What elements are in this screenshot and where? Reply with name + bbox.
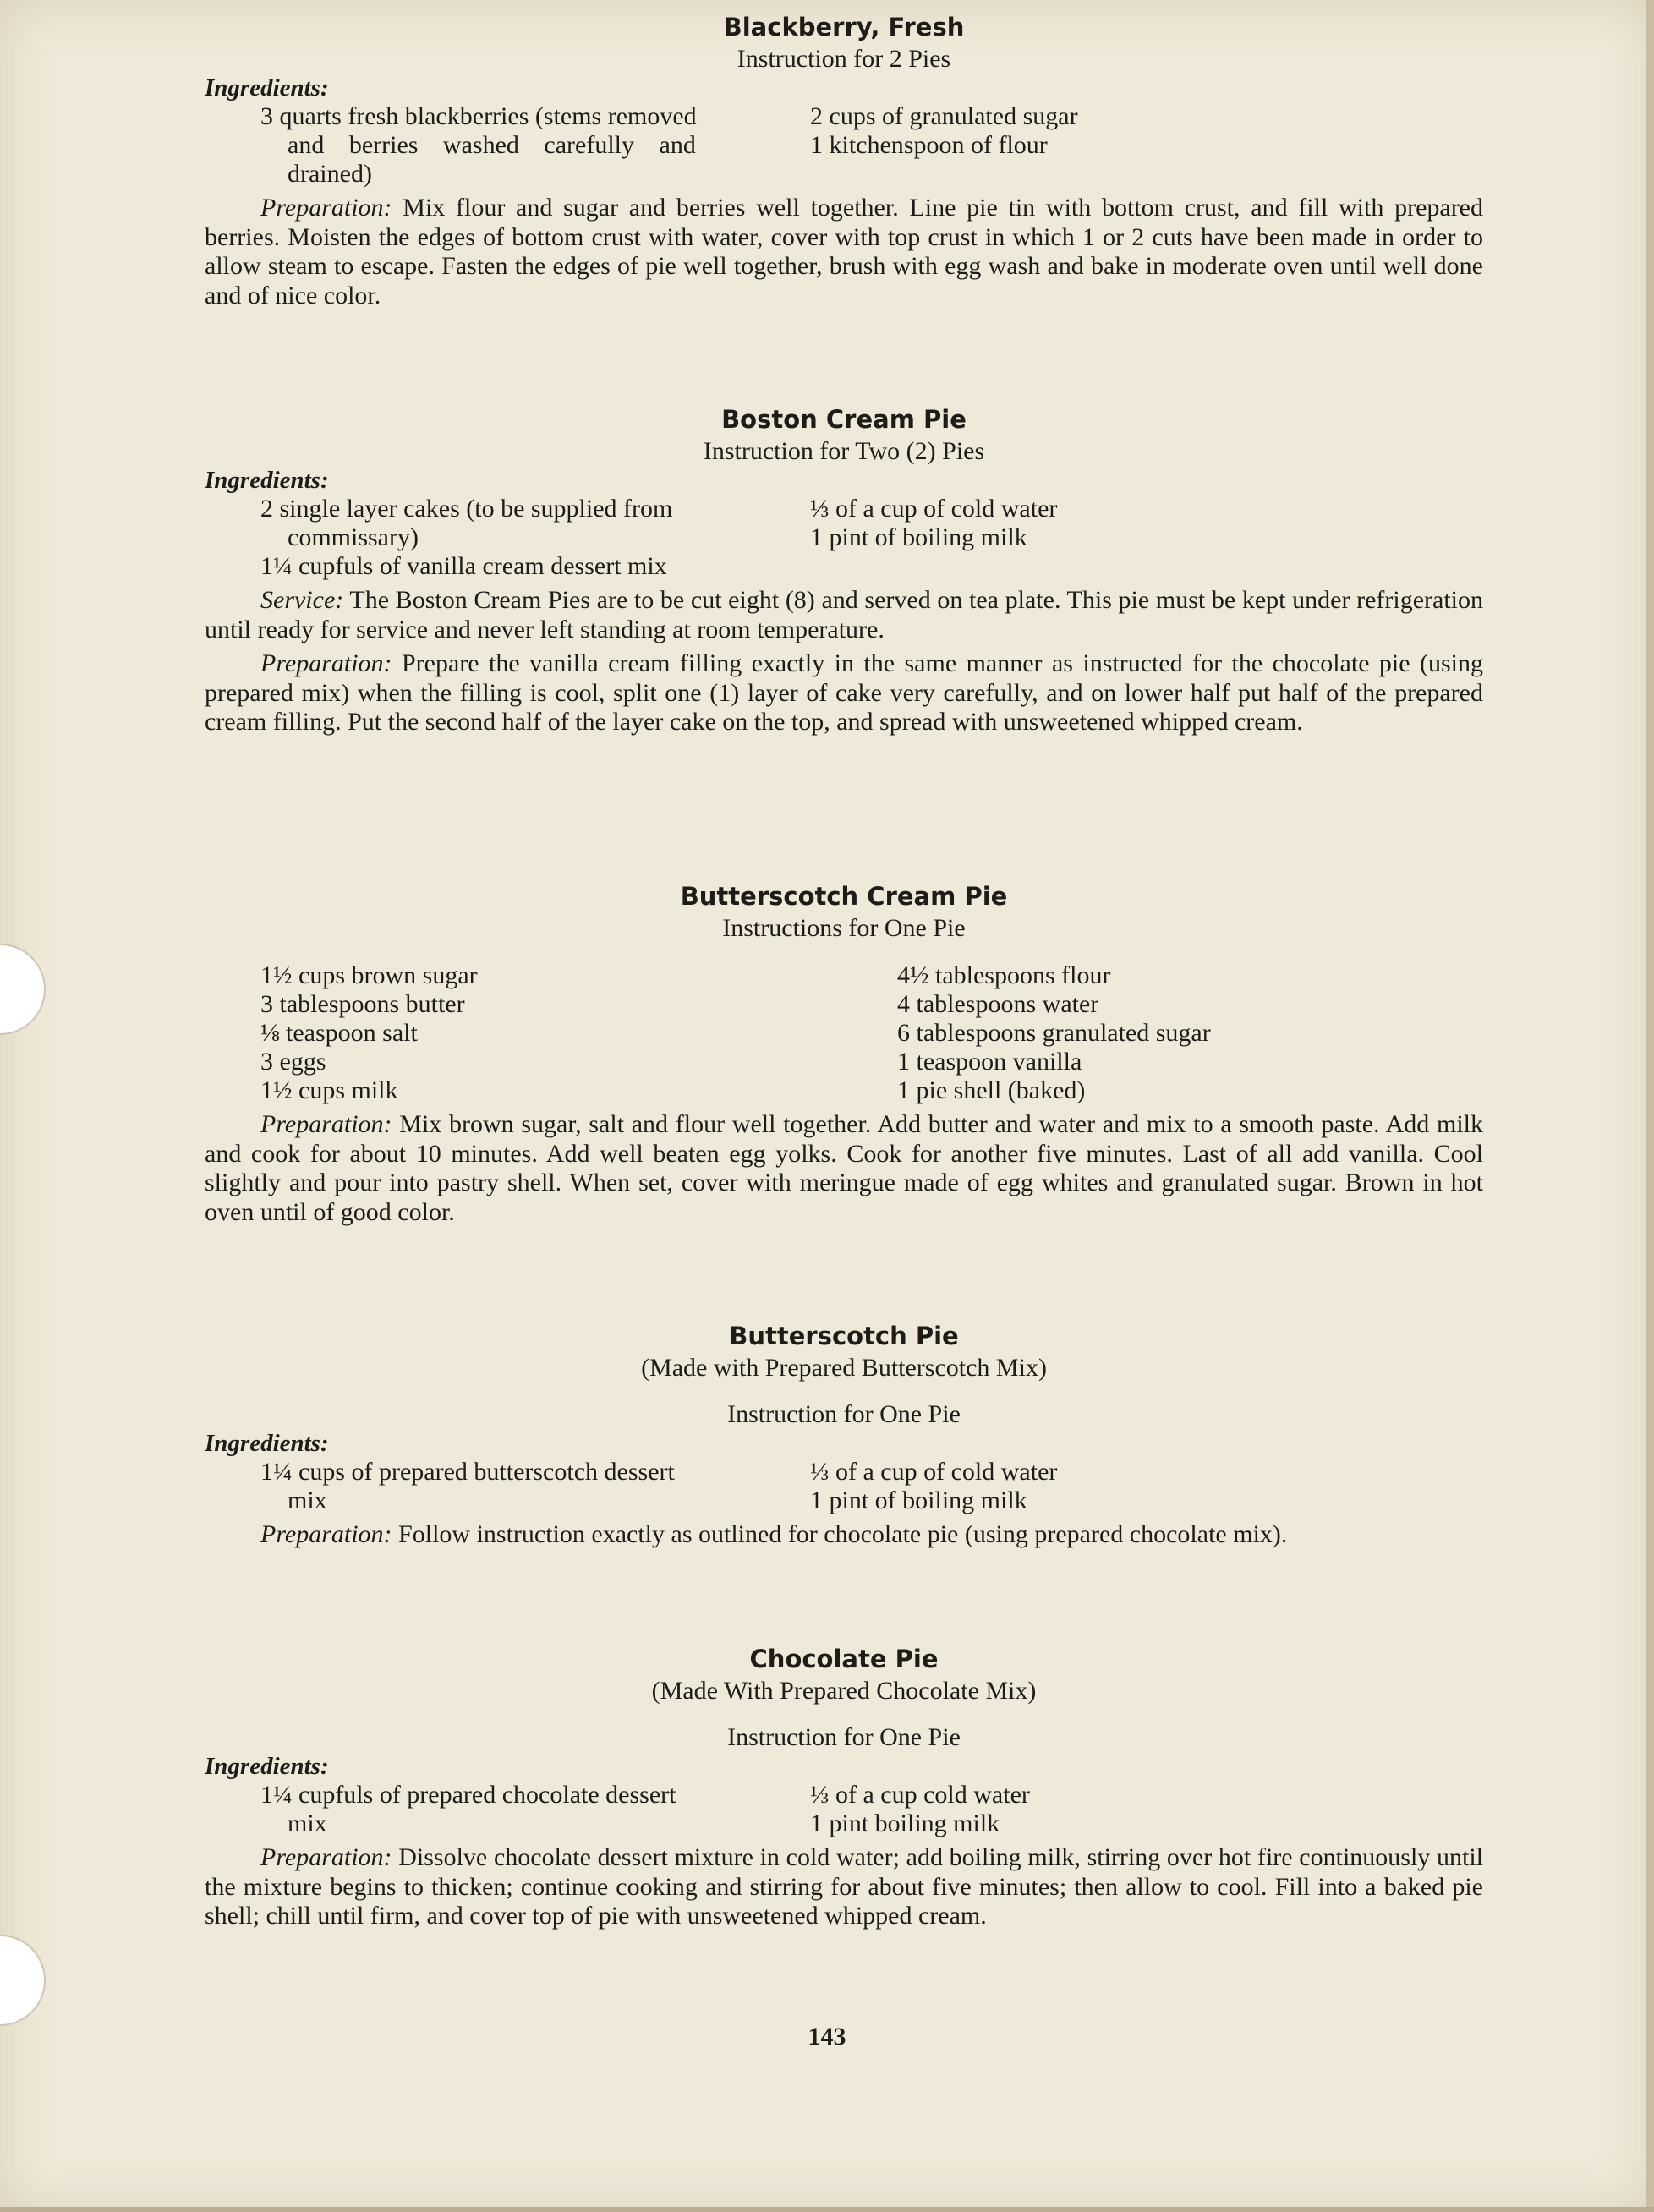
preparation-label: Preparation:: [260, 649, 392, 677]
ingredient-item: drained): [288, 160, 372, 188]
ingredient-item: ⅛ teaspoon salt: [260, 1019, 418, 1047]
ingredient-list: [205, 495, 1483, 552]
recipe-subtitle: (Made with Prepared Butterscotch Mix): [641, 1354, 1047, 1382]
ingredient-list: [205, 1458, 1483, 1515]
recipe-blackberry: [205, 12, 1483, 310]
ingredients-label: Ingredients:: [205, 1753, 329, 1780]
preparation-label: Preparation:: [260, 1843, 392, 1871]
ingredient-item: 4½ tablespoons flour: [897, 961, 1111, 989]
preparation-text: Mix flour and sugar and berries well together. Line pie tin with bottom crust, and fill with prepared berries. Moisten the edges of bottom crust with water, cover with top crust in which 1 or 2 cuts have been made in order to allow steam to escape. Fasten the edges of pie well together, brush with egg wash and bake in moderate oven until well done and of nice color.: [205, 194, 1483, 309]
recipe-title: Butterscotch Cream Pie: [680, 882, 1008, 911]
ingredient-item: 1½ cups milk: [260, 1076, 398, 1104]
recipe-chocolate-pie: [205, 1644, 1483, 1931]
recipe-subtitle: Instructions for One Pie: [722, 914, 966, 942]
preparation-text: Mix brown sugar, salt and flour well together. Add butter and water and mix to a smooth paste. Add milk and cook for about 10 minutes. Add well beaten egg yolks. Cook for another five minutes. Last of all add vanilla. Cool slightly and pour into pastry shell. When set, cover with meringue made of egg whites and granulated sugar. Brown in hot oven until of good color.: [205, 1110, 1483, 1226]
ingredient-item: 1¼ cups of prepared butterscotch dessert: [260, 1458, 675, 1486]
ingredient-item: 1½ cups brown sugar: [260, 961, 478, 989]
ingredient-item: ⅓ of a cup cold water: [810, 1781, 1030, 1809]
preparation-text: Follow instruction exactly as outlined for chocolate pie (using prepared chocolate mix).: [398, 1520, 1288, 1548]
page-edge-bottom: [0, 2207, 1654, 2212]
ingredient-list: [205, 1781, 1483, 1838]
recipe-instruction-count: Instruction for One Pie: [727, 1400, 961, 1428]
recipe-instruction-count: Instruction for One Pie: [727, 1723, 961, 1751]
service-paragraph: [205, 586, 1483, 644]
recipe-subtitle: Instruction for Two (2) Pies: [703, 437, 985, 465]
ingredients-label: Ingredients:: [205, 74, 329, 101]
preparation-paragraph: [205, 194, 1483, 310]
recipe-title: Chocolate Pie: [749, 1645, 939, 1673]
service-text: The Boston Cream Pies are to be cut eight (8) and served on tea plate. This pie must be kept under refrigeration until ready for service and never left standing at room temperature.: [205, 586, 1484, 643]
ingredient-item: 6 tablespoons granulated sugar: [897, 1019, 1211, 1047]
ingredient-item: commissary): [288, 523, 419, 551]
ingredient-item: 3 tablespoons butter: [260, 990, 465, 1018]
ingredients-label: Ingredients:: [205, 1430, 329, 1457]
ingredient-item: 2 cups of granulated sugar: [810, 102, 1078, 130]
page-number: 143: [808, 2023, 846, 2050]
preparation-label: Preparation:: [260, 194, 392, 222]
ingredients-label: Ingredients:: [205, 467, 329, 494]
ingredient-item: ⅓ of a cup of cold water: [810, 1458, 1058, 1486]
ingredient-item: 1 pie shell (baked): [897, 1076, 1086, 1104]
ingredient-list: [205, 102, 1483, 189]
preparation-label: Preparation:: [260, 1520, 392, 1548]
ingredient-item: 1 teaspoon vanilla: [897, 1048, 1082, 1076]
punch-hole: [0, 944, 46, 1035]
preparation-paragraph: [205, 649, 1483, 737]
preparation-paragraph: [205, 1520, 1483, 1550]
recipe-butterscotch-cream-pie: [205, 881, 1483, 1227]
page-edge-right: [1646, 0, 1654, 2212]
recipe-subtitle: Instruction for 2 Pies: [737, 45, 951, 73]
preparation-text: Dissolve chocolate dessert mixture in cold water; add boiling milk, stirring over hot fire continuously until the mixture begins to thicken; continue cooking and stirring for about five minutes; then allow to cool. Fill into a baked pie shell; chill until firm, and cover top of pie with unsweetened whipped cream.: [205, 1843, 1483, 1930]
ingredient-list: [205, 961, 1483, 1105]
ingredient-item: 1¼ cupfuls of vanilla cream dessert mix: [260, 552, 667, 580]
recipe-title: Boston Cream Pie: [721, 405, 967, 434]
recipe-butterscotch-pie: [205, 1321, 1483, 1550]
ingredient-item: 1 pint boiling milk: [810, 1810, 1000, 1837]
ingredient-item: 1 pint of boiling milk: [810, 1487, 1027, 1514]
recipe-title: Butterscotch Pie: [729, 1322, 959, 1350]
preparation-text: Prepare the vanilla cream filling exactly in the same manner as instructed for the chocolate pie (using prepared mix) when the filling is cool, split one (1) layer of cake very carefully, and on lower half put half of the prepared cream filling. Put the second half of the layer cake on the top, and spread with unsweetened whipped cream.: [205, 649, 1484, 736]
ingredient-item: 2 single layer cakes (to be supplied from: [260, 495, 673, 523]
ingredient-item: 1 kitchenspoon of flour: [810, 131, 1048, 159]
ingredient-item: mix: [288, 1487, 327, 1514]
ingredient-item: mix: [288, 1810, 327, 1837]
recipe-title: Blackberry, Fresh: [723, 13, 965, 41]
ingredient-item: 1 pint of boiling milk: [810, 523, 1027, 551]
service-label: Service:: [260, 586, 344, 614]
preparation-label: Preparation:: [260, 1110, 392, 1138]
ingredient-item: 1¼ cupfuls of prepared chocolate dessert: [260, 1781, 676, 1809]
ingredient-item: and berries washed carefully and: [288, 131, 696, 159]
preparation-paragraph: [205, 1110, 1483, 1227]
recipe-subtitle: (Made With Prepared Chocolate Mix): [651, 1677, 1037, 1705]
punch-hole: [0, 1935, 46, 2026]
ingredient-item: 4 tablespoons water: [897, 990, 1099, 1018]
ingredient-list-extra: [205, 552, 1483, 581]
recipe-boston-cream-pie: [205, 404, 1483, 737]
preparation-paragraph: [205, 1843, 1483, 1931]
ingredient-item: 3 quarts fresh blackberries (stems removed: [260, 102, 697, 130]
ingredient-item: ⅓ of a cup of cold water: [810, 495, 1058, 523]
ingredient-item: 3 eggs: [260, 1048, 326, 1076]
